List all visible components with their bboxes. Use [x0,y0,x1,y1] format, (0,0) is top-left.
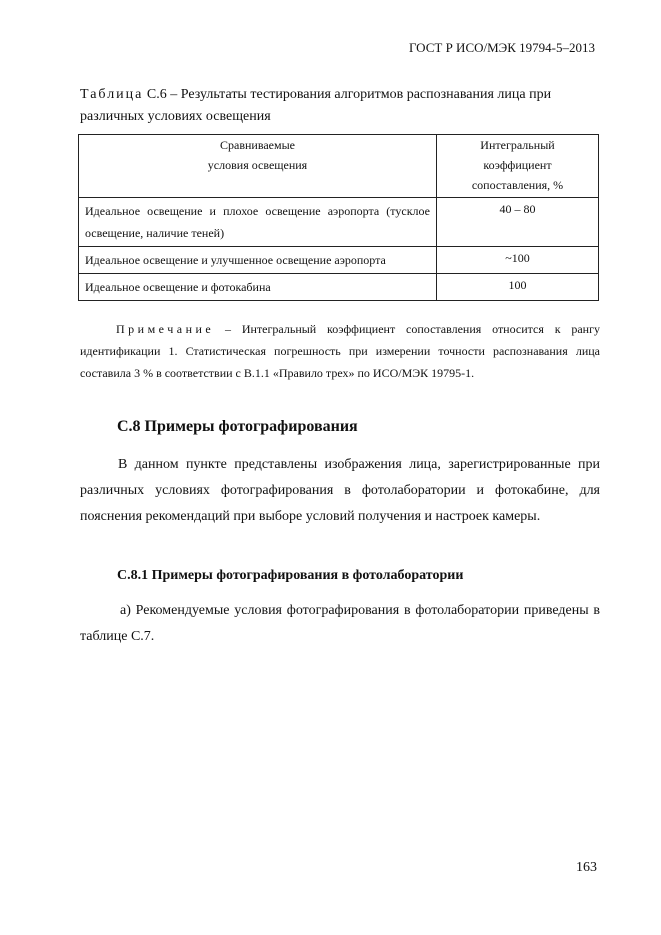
subsection-paragraph: а) Рекомендуемые условия фотографирования в фотолаборатории приведены в таблице С.7. [80,603,600,644]
page-number: 163 [576,860,597,875]
table-row [79,247,599,274]
note-text: – Интегральный коэффициент сопоставления относится к рангу идентификации 1. Статистическая погрешность при измерении точности распознавания лица составила 3 % в соответствии с B.1.1 «Правило трех» по ИСО/МЭК 19795-1. [80,322,600,380]
table-header-row [79,135,599,198]
table-caption [80,84,600,128]
condition-cell: Идеальное освещение и плохое освещение аэропорта (тусклое освещение, наличие теней) [79,198,437,247]
section-paragraph: В данном пункте представлены изображения лица, зарегистрированные при различных условиях фотографирования в фотолаборатории и фотокабине, для пояснения рекомендаций при выборе условий получения и настроек камеры. [80,457,600,524]
subsection-heading: С.8.1 Примеры фотографирования в фотолаборатории [117,568,464,583]
results-table [78,134,599,301]
condition-cell: Идеальное освещение и улучшенное освещение аэропорта [79,247,437,274]
note-label: Примечание [116,322,215,336]
table-note [80,318,600,384]
value-cell: 100 [437,274,599,301]
standard-identifier: ГОСТ Р ИСО/МЭК 19794-5–2013 [408,40,595,55]
value-cell: ~100 [437,247,599,274]
value-cell: 40 – 80 [437,198,599,247]
section-heading: С.8 Примеры фотографирования [117,418,358,435]
table-caption-text: С.6 – Результаты тестирования алгоритмов распознавания лица при различных условиях освещения [80,87,552,124]
table-row [79,274,599,301]
table-caption-label: Таблица [80,87,144,102]
table-row [79,198,599,247]
header-conditions: Сравниваемые условия освещения [79,135,437,198]
header-coefficient: Интегральный коэффициент сопоставления, % [437,135,599,198]
condition-cell: Идеальное освещение и фотокабина [79,274,437,301]
